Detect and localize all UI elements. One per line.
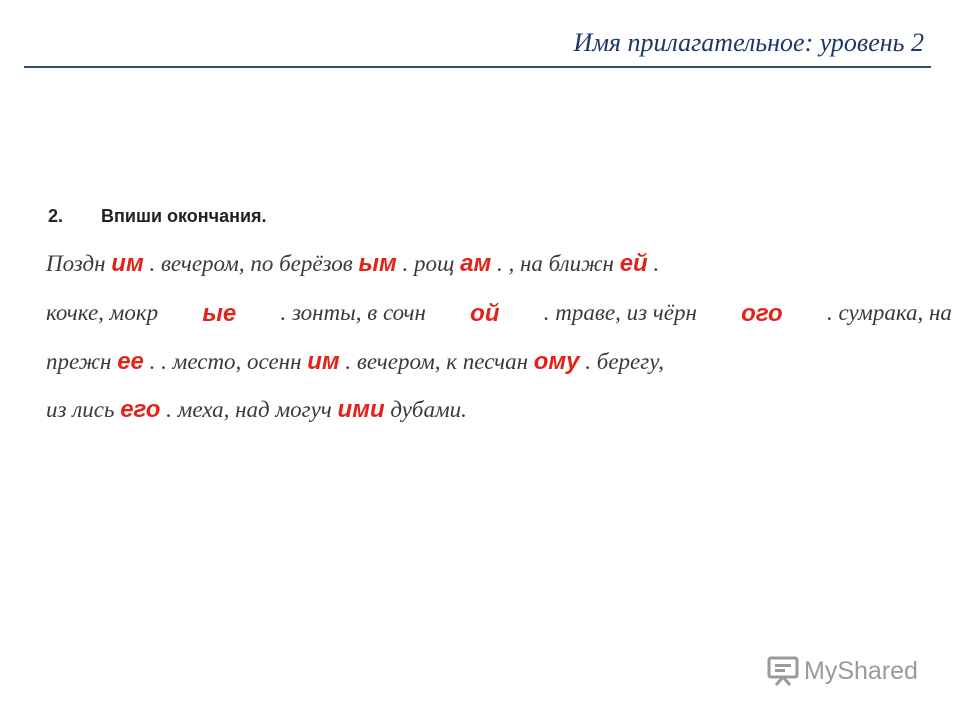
presentation-board-icon: [766, 656, 800, 686]
sentence-fragment: Поздн: [46, 251, 106, 276]
title-divider: [24, 66, 931, 68]
exercise-line-1: [46, 250, 952, 278]
watermark: [766, 656, 918, 686]
sentence-fragment: из лись: [46, 397, 115, 422]
ending-answer: его: [120, 396, 161, 423]
exercise-line-2: [46, 300, 952, 328]
task-number: 2.: [48, 206, 64, 226]
ending-answer: им: [307, 348, 340, 375]
sentence-fragment: . сумрака, на: [826, 300, 952, 325]
sentence-fragment: . . место, осенн: [149, 349, 302, 374]
sentence-fragment: дубами.: [390, 397, 467, 422]
ending-answer: ее: [117, 348, 144, 375]
exercise-line-3: [46, 348, 952, 376]
sentence-fragment: . зонты, в сочн: [280, 300, 426, 325]
ending-answer: ам: [460, 250, 492, 277]
sentence-fragment: . , на ближн: [496, 251, 614, 276]
sentence-fragment: .: [653, 251, 660, 276]
sentence-fragment: прежн: [46, 349, 112, 374]
sentence-fragment: кочке, мокр: [46, 300, 159, 325]
ending-answer: им: [111, 250, 144, 277]
sentence-fragment: . вечером, по берёзов: [149, 251, 353, 276]
ending-answer: ому: [533, 348, 580, 375]
exercise-line-4: [46, 396, 952, 424]
ending-answer: ей: [619, 250, 648, 277]
sentence-fragment: . рощ: [402, 251, 455, 276]
ending-answer: ые: [202, 300, 237, 327]
task-instruction: Впиши окончания.: [101, 206, 267, 226]
ending-answer: ими: [337, 396, 385, 423]
sentence-fragment: . меха, над могуч: [166, 397, 332, 422]
task-heading: [48, 206, 267, 227]
sentence-fragment: . траве, из чёрн: [543, 300, 697, 325]
ending-answer: ой: [470, 300, 500, 327]
ending-answer: ым: [358, 250, 397, 277]
watermark-text: MyShared: [804, 656, 918, 685]
ending-answer: ого: [741, 300, 783, 327]
slide-title: Имя прилагательное: уровень 2: [573, 28, 924, 57]
sentence-fragment: . вечером, к песчан: [345, 349, 528, 374]
sentence-fragment: . берегу,: [585, 349, 665, 374]
